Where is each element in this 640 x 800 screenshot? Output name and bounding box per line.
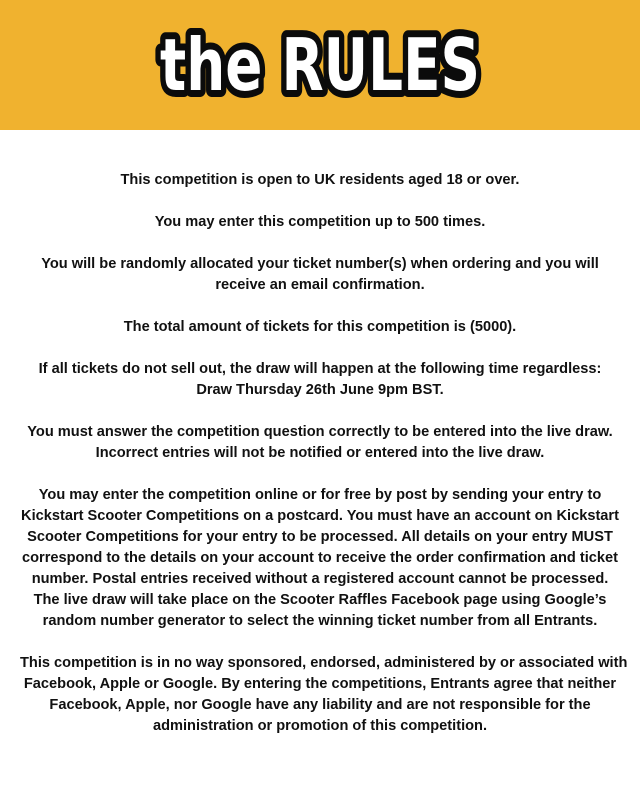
rule-paragraph [20,212,620,233]
rule-paragraph [20,254,620,296]
rule-line: Incorrect entries will not be notified or entered into the live draw. [95,445,545,461]
rule-paragraph [20,422,620,464]
rules-title-graphic [0,0,640,130]
rule-line: administration or promotion of this competition. [152,718,488,734]
rules-list [20,170,628,758]
rule-line: Facebook, Apple, nor Google have any liability and are not responsible for the [49,697,591,713]
rule-line: You will be randomly allocated your ticket number(s) when ordering and you will [41,256,599,272]
rule-line: The live draw will take place on the Scooter Raffles Facebook page using Google’s [33,592,607,608]
rule-line: You may enter this competition up to 500 times. [154,214,486,230]
rule-line: You must answer the competition question correctly to be entered into the live draw. [27,424,613,440]
rule-line: receive an email confirmation. [215,277,425,293]
rule-paragraph [20,170,620,191]
rule-line: The total amount of tickets for this competition is (5000). [123,319,517,335]
header-banner [0,0,640,130]
rule-line: number. Postal entries received without a registered account cannot be processed. [31,571,609,587]
rule-line: Kickstart Scooter Competitions on a postcard. You must have an account on Kickstart [21,508,619,524]
rule-line: If all tickets do not sell out, the draw will happen at the following time regardless: [38,361,602,377]
rule-line: random number generator to select the winning ticket number from all Entrants. [42,613,598,629]
rule-line: Scooter Competitions for your entry to be processed. All details on your entry MUST [27,529,613,545]
rule-line: This competition is in no way sponsored, endorsed, administered by or associated with [20,655,628,671]
rule-paragraph [20,653,628,737]
rule-line: Draw Thursday 26th June 9pm BST. [196,382,444,398]
rule-paragraph [20,317,620,338]
rule-line: correspond to the details on your account to receive the order confirmation and ticket [21,550,619,566]
page-title: the RULES [160,23,480,107]
rule-paragraph [20,359,620,401]
rule-line: This competition is open to UK residents aged 18 or over. [120,172,520,188]
rule-paragraph [20,485,620,632]
rule-line: Facebook, Apple or Google. By entering the competitions, Entrants agree that neither [23,676,617,692]
rule-line: You may enter the competition online or for free by post by sending your entry to [38,487,602,503]
